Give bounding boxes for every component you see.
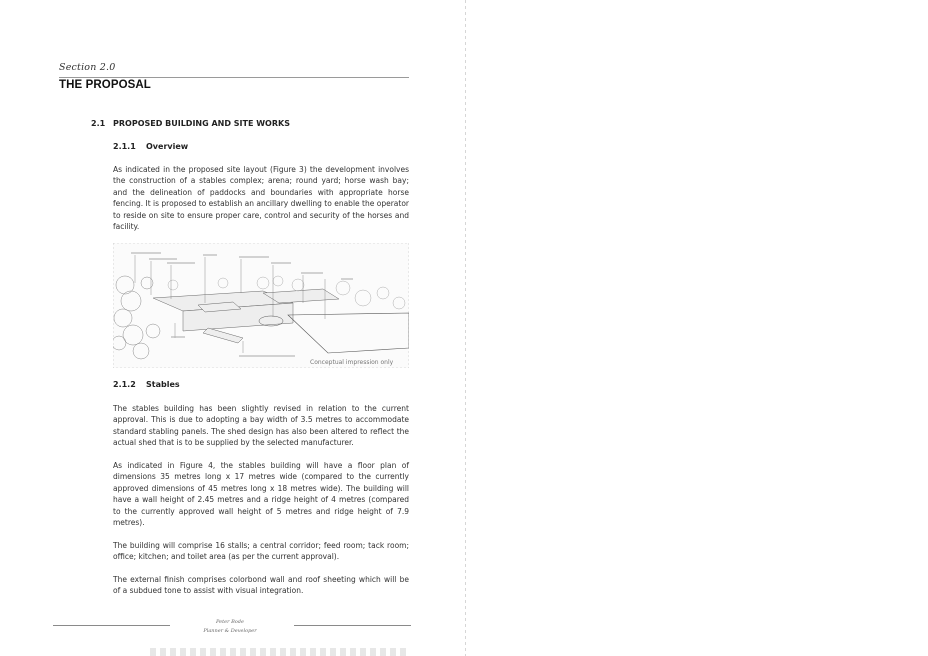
heading-2-1-text: PROPOSED BUILDING AND SITE WORKS	[113, 119, 290, 128]
stables-paragraph-1: The stables building has been slightly revised in relation to the current approval. This is due to adopting a bay width of 3.5 metres to accommodate standard stabling panels. The shed design has also been altered to reflect the actual shed that is to be supplied by the selected manufacturer.	[113, 404, 409, 448]
heading-2-1-2	[113, 380, 180, 389]
stables-paragraph-4: The external finish comprises colorbond wall and roof sheeting which will be of a subdued tone to assist with visual integration.	[113, 575, 409, 596]
heading-2-1-number: 2.1	[91, 119, 106, 128]
footer-line-1: Peter Bode	[216, 619, 244, 625]
heading-2-1	[91, 119, 290, 128]
scan-edge-artifact	[150, 648, 410, 656]
site-impression-figure	[113, 243, 409, 368]
section-label: Section 2.0	[59, 62, 116, 73]
stables-paragraph-2: As indicated in Figure 4, the stables building will have a floor plan of dimensions 35 metres long x 17 metres wide (compared to the currently approved dimensions of 45 metres long x 18 metres wide). The building will have a wall height of 2.45 metres and a ridge height of 4 metres (compared to the currently approved wall height of 5 metres and ridge height of 7.9 metres).	[113, 461, 409, 528]
header-rule	[59, 77, 409, 78]
footer-rule-right	[294, 625, 411, 626]
heading-2-1-1-text: Overview	[146, 142, 189, 151]
figure-caption: Conceptual impression only	[310, 359, 394, 366]
document-page-right-blank	[466, 0, 928, 656]
site-sketch-image	[113, 243, 409, 368]
footer-rule-left	[53, 625, 170, 626]
heading-2-1-1	[113, 142, 188, 151]
heading-2-1-1-number: 2.1.1	[113, 142, 136, 151]
page-title: THE PROPOSAL	[59, 79, 151, 91]
heading-2-1-2-text: Stables	[146, 380, 180, 389]
overview-paragraph: As indicated in the proposed site layout (Figure 3) the development involves the construction of a stables complex; arena; round yard; horse wash bay; and the delineation of paddocks and boundaries with appropriate horse fencing. It is proposed to establish an ancillary dwelling to enable the operator to reside on site to ensure proper care, control and security of the horses and facility.	[113, 165, 409, 232]
stables-paragraph-3: The building will comprise 16 stalls; a central corridor; feed room; tack room; office; kitchen; and toilet area (as per the current approval).	[113, 541, 409, 562]
heading-2-1-2-number: 2.1.2	[113, 380, 136, 389]
footer-line-2: Planner & Developer	[203, 628, 257, 634]
